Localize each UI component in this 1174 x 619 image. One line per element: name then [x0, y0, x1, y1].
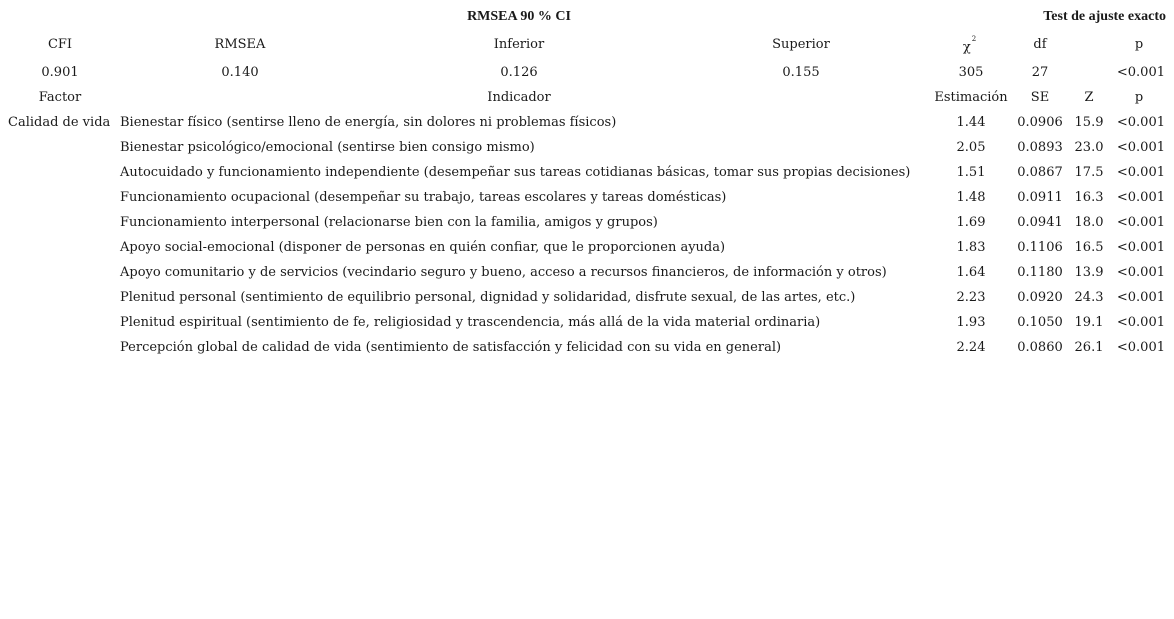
indicator-header: Indicador	[487, 90, 551, 105]
estimate-cell: 1.83	[956, 240, 986, 255]
estimate-cell: 1.69	[956, 215, 986, 230]
estimate-cell: 1.93	[956, 315, 986, 330]
p-cell: <0.001	[1116, 240, 1165, 255]
estimate-cell: 1.44	[956, 115, 986, 130]
fit-p-value: <0.001	[1116, 65, 1165, 80]
fit-p-header: p	[1134, 37, 1144, 52]
rmsea-value: 0.140	[221, 65, 259, 80]
p-cell: <0.001	[1116, 340, 1165, 355]
df-header: df	[1033, 37, 1047, 52]
chi-square-value: 305	[958, 65, 984, 80]
z-cell: 24.3	[1074, 290, 1104, 305]
se-cell: 0.0893	[1017, 140, 1063, 155]
indicator-cell: Bienestar físico (sentirse lleno de energía, sin dolores ni problemas físicos)	[120, 115, 617, 130]
chi-square-header	[962, 35, 977, 57]
estimate-cell: 1.48	[956, 190, 986, 205]
rmsea-header: RMSEA	[214, 37, 266, 52]
factor-header: Factor	[38, 90, 82, 105]
z-cell: 18.0	[1074, 215, 1104, 230]
loading-p-header: p	[1134, 90, 1144, 105]
indicator-cell: Percepción global de calidad de vida (sentimiento de satisfacción y felicidad con su vida en general)	[120, 340, 782, 355]
z-cell: 26.1	[1074, 340, 1104, 355]
se-cell: 0.1106	[1017, 240, 1063, 255]
lower-value: 0.126	[500, 65, 538, 80]
indicator-cell: Autocuidado y funcionamiento independiente (desempeñar sus tareas cotidianas básicas, tomar sus propias decisiones)	[120, 165, 911, 180]
p-cell: <0.001	[1116, 140, 1165, 155]
estimate-cell: 2.05	[956, 140, 986, 155]
p-cell: <0.001	[1116, 290, 1165, 305]
upper-header: Superior	[772, 37, 830, 52]
p-cell: <0.001	[1116, 315, 1165, 330]
estimate-cell: 1.64	[956, 265, 986, 280]
z-cell: 13.9	[1074, 265, 1104, 280]
indicator-cell: Funcionamiento ocupacional (desempeñar su trabajo, tareas escolares y tareas domésticas)	[120, 190, 727, 205]
indicator-cell: Apoyo social-emocional (disponer de personas en quién confiar, que le proporcionen ayuda)	[120, 240, 726, 255]
indicator-cell: Bienestar psicológico/emocional (sentirse bien consigo mismo)	[120, 140, 535, 155]
se-cell: 0.1180	[1017, 265, 1063, 280]
factor-label: Calidad de vida	[8, 115, 111, 130]
z-cell: 19.1	[1074, 315, 1104, 330]
se-cell: 0.0867	[1017, 165, 1063, 180]
fit-group-header: Test de ajuste exacto	[1043, 9, 1166, 24]
se-cell: 0.0906	[1017, 115, 1063, 130]
z-cell: 17.5	[1074, 165, 1104, 180]
p-cell: <0.001	[1116, 265, 1165, 280]
cfi-value: 0.901	[41, 65, 79, 80]
estimate-header: Estimación	[934, 90, 1008, 105]
se-cell: 0.0941	[1017, 215, 1063, 230]
z-cell: 23.0	[1074, 140, 1104, 155]
se-cell: 0.1050	[1017, 315, 1063, 330]
chi-symbol: χ	[962, 40, 971, 55]
cfi-header: CFI	[47, 37, 73, 52]
upper-value: 0.155	[782, 65, 820, 80]
lower-header: Inferior	[493, 37, 545, 52]
se-cell: 0.0911	[1017, 190, 1063, 205]
indicator-cell: Plenitud personal (sentimiento de equilibrio personal, dignidad y solidaridad, disfrute sexual, de las artes, etc.)	[120, 290, 856, 305]
z-cell: 16.5	[1074, 240, 1104, 255]
z-header: Z	[1084, 90, 1094, 105]
indicator-cell: Plenitud espiritual (sentimiento de fe, religiosidad y trascendencia, más allá de la vida material ordinaria)	[120, 315, 821, 330]
p-cell: <0.001	[1116, 115, 1165, 130]
z-cell: 15.9	[1074, 115, 1104, 130]
se-header: SE	[1030, 90, 1050, 105]
estimate-cell: 2.23	[956, 290, 986, 305]
p-cell: <0.001	[1116, 190, 1165, 205]
se-cell: 0.0920	[1017, 290, 1063, 305]
se-cell: 0.0860	[1017, 340, 1063, 355]
chi-superscript: 2	[971, 35, 977, 43]
z-cell: 16.3	[1074, 190, 1104, 205]
indicator-cell: Apoyo comunitario y de servicios (vecindario seguro y bueno, acceso a recursos financieros, de información y otros)	[120, 265, 887, 280]
estimate-cell: 2.24	[956, 340, 986, 355]
indicator-cell: Funcionamiento interpersonal (relacionarse bien con la familia, amigos y grupos)	[120, 215, 658, 230]
ci-group-header: RMSEA 90 % CI	[467, 9, 571, 24]
estimate-cell: 1.51	[956, 165, 986, 180]
df-value: 27	[1031, 65, 1049, 80]
p-cell: <0.001	[1116, 165, 1165, 180]
p-cell: <0.001	[1116, 215, 1165, 230]
